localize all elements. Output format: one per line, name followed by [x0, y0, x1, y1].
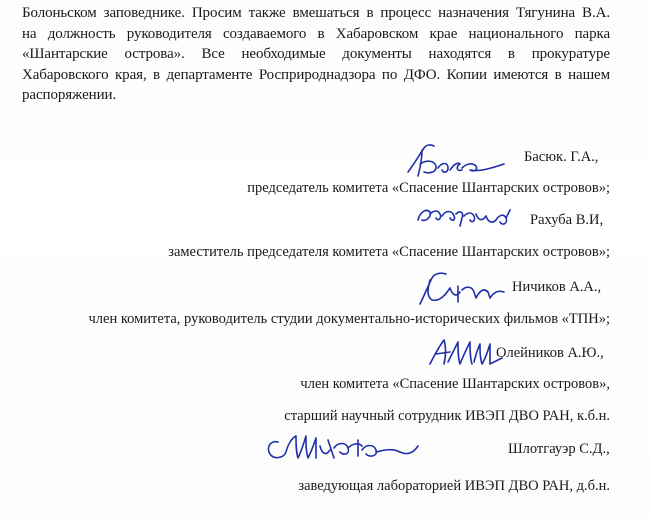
signatory-name: Басюк. Г.А.,	[524, 149, 599, 165]
signatory-name: Олейников А.Ю.,	[496, 345, 604, 361]
signatory-name: Шлотгауэр С.Д.,	[508, 441, 610, 457]
signatory-name: Ничиков А.А.,	[512, 279, 602, 295]
paragraph-line: «Шантарские острова». Все необходимые документы находятся в прокуратуре	[22, 46, 610, 62]
signatory-role: заместитель председателя комитета «Спасение Шантарских островов»;	[168, 244, 610, 260]
signature-nichikov	[410, 268, 510, 312]
paragraph-line: Хабаровского края, в департаменте Росприроднадзора по ДФО. Копии имеются в нашем	[22, 66, 610, 83]
letter-paragraph	[22, 3, 610, 106]
signature-rakhuba	[412, 200, 522, 234]
paragraph-line: Болоньском заповеднике. Просим также вмешаться в процесс назначения Тягунина В.А.	[22, 5, 610, 21]
signature-shlotgauer	[262, 428, 422, 468]
signatory-name: Рахуба В.И,	[530, 212, 604, 228]
signature-basyuk	[400, 142, 510, 184]
signatory-role: старший научный сотрудник ИВЭП ДВО РАН, к.б.н.	[284, 408, 610, 424]
paragraph-line: распоряжении.	[22, 87, 117, 103]
signatory-role: заведующая лабораторией ИВЭП ДВО РАН, д.б.н.	[298, 478, 610, 494]
signatory-role: член комитета «Спасение Шантарских островов»,	[300, 376, 610, 392]
signatory-role: председатель комитета «Спасение Шантарских островов»;	[247, 180, 610, 196]
paragraph-line: на должность руководителя создаваемого в Хабаровском крае национального парка	[22, 25, 610, 42]
signature-oleynikov	[424, 332, 504, 372]
signatory-role: член комитета, руководитель студии документально-исторических фильмов «ТПН»;	[88, 311, 610, 327]
